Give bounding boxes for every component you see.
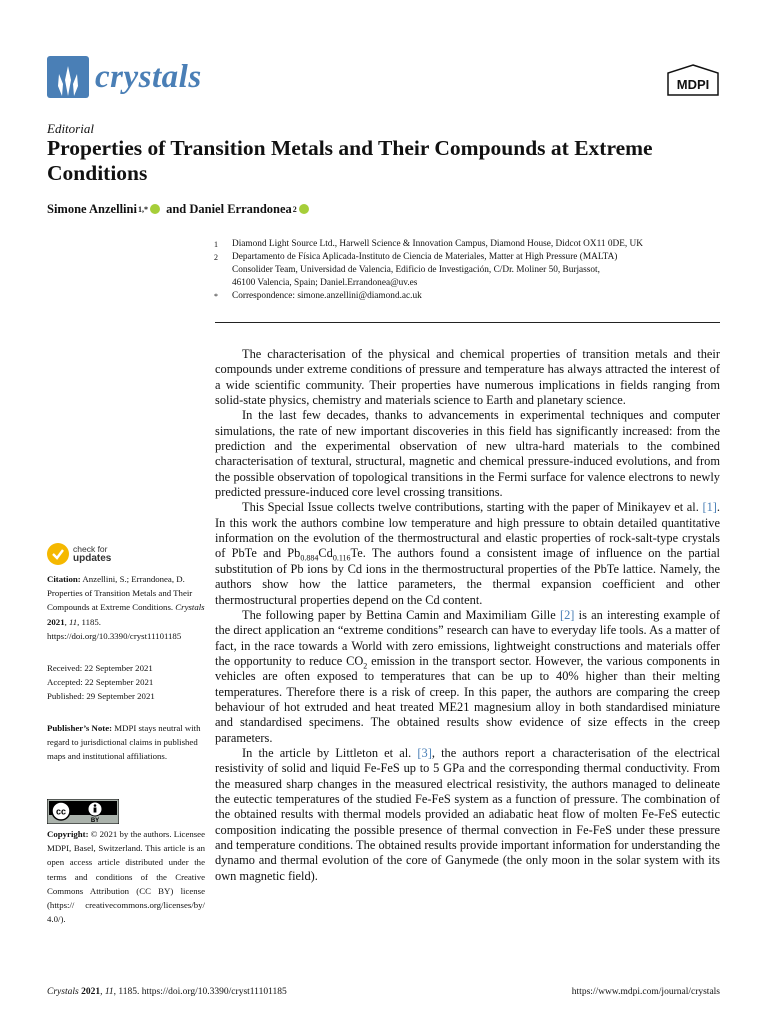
correspondence-line: Correspondence: simone.anzellini@diamond.ac.uk: [232, 291, 422, 301]
affiliation-mark: 2: [214, 253, 218, 262]
affiliation-mark: *: [214, 292, 218, 301]
affiliation-line: 46100 Valencia, Spain; Daniel.Errandonea@uv.es: [232, 278, 418, 288]
footer-citation: Crystals 2021, 11, 1185. https://doi.org/10.3390/cryst11101185: [47, 987, 287, 997]
affiliation-item: [214, 238, 734, 251]
citation-link[interactable]: [2]: [559, 607, 575, 622]
received-date: Received: 22 September 2021: [47, 663, 153, 673]
accepted-date: Accepted: 22 September 2021: [47, 677, 154, 688]
copyright-block: Copyright: © 2021 by the authors. Licensee MDPI, Basel, Switzerland. This article is an open access article distributed under the terms and conditions of the Creative Commons Attribution (CC BY) license (https:// creativecommons.org/licenses/by/ 4.0/).: [47, 829, 205, 925]
crystal-icon: [47, 56, 89, 98]
paragraph: This Special Issue collects twelve contributions, starting with the paper of Minikayev et al. [1]. In this work the authors combine low temperature and high pressure to obtain detailed quantitative information on the evolution of the thermostructural and elastic properties of rock-salt-type crystals of PbTe and $Pb_{0.884}Cd_{0.116}Te$. The authors found a consistent image of influence on the partial substitution of Pb ions by Cd ions in the thermostructural properties of the PbTe lattice. Namely, the authors show how the lattice parameters, the thermal expansion coefficient and other thermostructural properties depend on the Cd content.: [215, 500, 720, 607]
orcid-icon[interactable]: [150, 204, 160, 214]
affiliations: [214, 238, 734, 303]
header-divider: [215, 322, 720, 323]
article-type: Editorial: [47, 121, 94, 136]
publisher-note: Publisher’s Note: MDPI stays neutral with regard to jurisdictional claims in published maps and institutional affiliations.: [47, 723, 201, 762]
paragraph: The characterisation of the physical and chemical properties of transition metals and their compounds under extreme conditions of pressure and temperature has always attracted the interest of a wide scientific community. Their properties have numerous implications in fields ranging from solid-state physics, chemistry and materials science to Earth and planetary science.: [215, 347, 720, 408]
citation-block: Citation: Anzellini, S.; Errandonea, D. Properties of Transition Metals and Their Compounds at Extreme Conditions. Crystals 2021, 11, 1185. https://doi.org/10.3390/cryst11101185: [47, 574, 205, 641]
citation-link[interactable]: [3]: [417, 745, 432, 760]
cc-by-label: BY: [90, 818, 100, 824]
paragraph: In the last few decades, thanks to advancements in experimental techniques and computer simulations, the rate of new important discoveries in this field has significantly increased: from the prediction and the experimental observation of new ultra-hard materials to the combined characterisation of textural, structural, magnetic and chemical pressure-induced evolutions, and from the possible observation of topological transitions in the Fermi surface for valence electrons to newly predicted pressure-induced core level crossing transitions.: [215, 408, 720, 500]
affiliation-line: Diamond Light Source Ltd., Harwell Science & Innovation Campus, Diamond House, Didcot OX11 0DE, UK: [232, 239, 643, 249]
author-name: and Daniel Errandonea: [166, 202, 292, 216]
article-title: Properties of Transition Metals and Their Compounds at Extreme Conditions: [47, 136, 653, 185]
journal-name: crystals: [95, 58, 202, 95]
article-body: [215, 347, 720, 884]
mdpi-label: MDPI: [676, 77, 710, 92]
affiliation-item: [214, 251, 734, 290]
paragraph: In the article by Littleton et al. [3], the authors report a characterisation of the electrical resistivity of solid and liquid Fe-FeS up to 5 GPa and the corresponding thermal conductivity. From the measured sharp changes in the measured electrical resistivity, the authors managed to delineate the eutectic temperatures of the studied Fe-FeS system as a function of pressure. The combination of the obtained results with thermal models provided an adiabatic heat flow of molten Fe-FeS eutectic composition indicating the possible presence of thermal convection in Fe-FeS under these pressure and temperature conditions. The obtained results provide important information for understanding the dynamo and thermal evolution of the core of Ganymede (the only moon in the solar system with its own magnetic field).: [215, 745, 721, 883]
cc-by-license-icon[interactable]: [47, 799, 119, 824]
journal-logo: [47, 56, 202, 98]
affiliation-line: Consolider Team, Universidad de Valencia, Edificio de Investigación, C/Dr. Moliner 50, Burjassot,: [232, 265, 600, 275]
page-footer: [47, 987, 720, 997]
citation-link[interactable]: [1]: [702, 500, 717, 515]
dates-block: [47, 661, 205, 704]
affiliation-item: [214, 290, 734, 303]
mdpi-logo: [666, 64, 720, 96]
author-sup: 1,*: [137, 205, 148, 214]
author-name: Simone Anzellini: [47, 202, 137, 216]
affiliation-line: Departamento de Física Aplicada-Instituto de Ciencia de Materiales, Matter at High Pressure (MALTA): [232, 252, 618, 262]
paragraph: The following paper by Bettina Camin and Maximiliam Gille [2] is an interesting example of the direct application an “extreme conditions” research can have to everyday life tools. As a matter of fact, in the race towards a World with zero emissions, lightweight constructions and materials offer the opportunity to reduce $CO_2$ emission in the transport sector. However, the various components in vehicles are often exposed to temperatures that can be up to 40% higher than their melting temperatures. Therefore there is a risk of creep. In this paper, the authors are comparing the creep behaviour of hot extruded and heat treated ME21 magnesium alloy in both standardised miniature and standardised specimens. The obtained results show evidence of size effects in the creep parameters.: [215, 607, 721, 745]
svg-text:cc: cc: [55, 806, 67, 817]
orcid-icon[interactable]: [299, 204, 309, 214]
author-sup: 2: [292, 205, 297, 214]
checkmark-icon: [47, 543, 69, 565]
footer-journal-url[interactable]: https://www.mdpi.com/journal/crystals: [571, 987, 720, 997]
author-list: [47, 202, 312, 217]
check-for-updates-button[interactable]: [47, 543, 111, 565]
published-date: Published: 29 September 2021: [47, 691, 155, 702]
check-for-updates-label: check for updates: [73, 544, 112, 564]
affiliation-mark: 1: [214, 240, 218, 249]
